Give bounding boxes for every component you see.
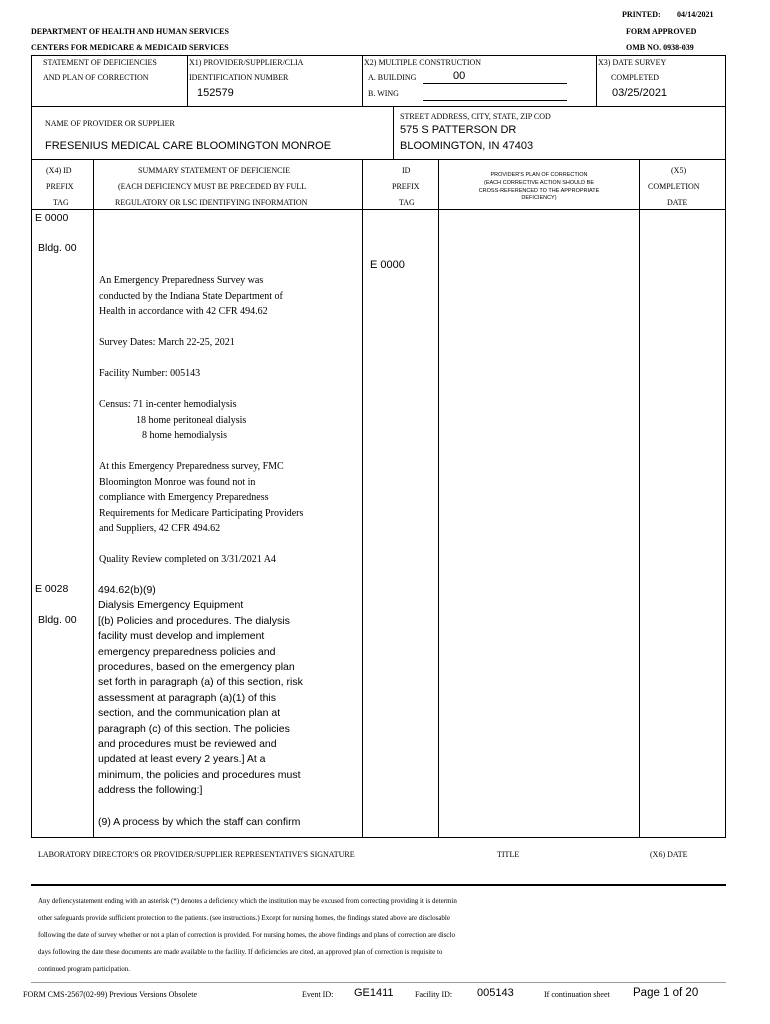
id-header-2: PREFIX (392, 182, 420, 191)
form-number: FORM CMS-2567(02-99) Previous Versions Obsolete (23, 990, 198, 999)
x4-header-1: (X4) ID (46, 166, 72, 175)
title-label: TITLE (497, 850, 520, 859)
x3-label-1: X3) DATE SURVEY (598, 58, 667, 67)
x5-header-3: DATE (667, 198, 688, 207)
plan-header-3: CROSS-REFERENCED TO THE APPROPRIATE (478, 188, 600, 194)
compliance-statement: At this Emergency Preparedness survey, FMC Bloomington Monroe was found not in compliance with Emergency Preparedness Requirements for Medicare Participating Providers and Suppliers, 42 CFR 494.62 (99, 461, 304, 534)
summary-header-2: (EACH DEFICIENCY MUST BE PRECEDED BY FULL (118, 182, 307, 191)
address-line-1: 575 S PATTERSON DR (400, 124, 517, 136)
survey-intro: An Emergency Preparedness Survey was conducted by the Indiana State Department of Health in accordance with 42 CFR 494.62 (99, 275, 283, 317)
deficiency-tag: E 0000 (35, 212, 69, 224)
building-tag: Bldg. 00 (38, 614, 77, 626)
building-value: 00 (453, 70, 466, 82)
summary-header-3: REGULATORY OR LSC IDENTIFYING INFORMATION (115, 198, 308, 207)
census: Census: 71 in-center hemodialysis 18 home peritoneal dialysis 8 home hemodialysis (99, 399, 247, 441)
provider-id-number: 152579 (197, 87, 234, 99)
deficiency-tag: E 0028 (35, 583, 69, 595)
building-label: A. BUILDING (368, 73, 417, 82)
id-header-3: TAG (399, 198, 415, 207)
regulation-item-9: (9) A process by which the staff can confirm (98, 816, 301, 828)
plan-header-4: DEFICIENCY) (521, 195, 557, 201)
regulation-text: 494.62(b)(9) Dialysis Emergency Equipment [(b) Policies and procedures. The dialysis facility must develop and implement emergency preparedness policies and procedures, based on the emergency plan set forth in paragraph (a) of this section, risk assessment at paragraph (a)(1) of this section, and the communication plan at paragraph (c) of this section. The policies and procedures must be reviewed and updated at least every 2 years.] At a minimum, the policies and procedures must address the following:] (98, 584, 303, 797)
x5-header-2: COMPLETION (648, 182, 700, 191)
plan-header-2: (EACH CORRECTIVE ACTION SHOULD BE (483, 180, 595, 186)
printed-date: 04/14/2021 (677, 10, 714, 19)
address-line-2: BLOOMINGTON, IN 47403 (400, 140, 534, 152)
printed-label: PRINTED: (622, 10, 661, 19)
form-approved: FORM APPROVED (626, 27, 697, 36)
summary-header-1: SUMMARY STATEMENT OF DEFICIENCIE (138, 166, 291, 175)
facility-id-label: Facility ID: (415, 990, 453, 999)
address-label: STREET ADDRESS, CITY, STATE, ZIP COD (400, 112, 551, 121)
plan-header-1: PROVIDER'S PLAN OF CORRECTION (490, 172, 588, 178)
facility-number: Facility Number: 005143 (99, 368, 201, 379)
plan-tag: E 0000 (370, 259, 405, 271)
statement-label-1: STATEMENT OF DEFICIENCIES (43, 58, 157, 67)
x1-label-1: X1) PROVIDER/SUPPLIER/CLIA (189, 58, 304, 67)
x3-label-2: COMPLETED (611, 73, 659, 82)
wing-label: B. WING (368, 89, 399, 98)
event-id-label: Event ID: (302, 990, 334, 999)
omb-number: OMB NO. 0938-039 (626, 43, 694, 52)
statement-label-2: AND PLAN OF CORRECTION (43, 73, 149, 82)
continuation-label: If continuation sheet (544, 990, 610, 999)
signature-label: LABORATORY DIRECTOR'S OR PROVIDER/SUPPLIER REPRESENTATIVE'S SIGNATURE (38, 850, 355, 859)
provider-name-label: NAME OF PROVIDER OR SUPPLIER (45, 119, 175, 128)
x2-label-1: X2) MULTIPLE CONSTRUCTION (364, 58, 482, 67)
department-title: DEPARTMENT OF HEALTH AND HUMAN SERVICES (31, 27, 229, 36)
x1-label-2: IDENTIFICATION NUMBER (189, 73, 289, 82)
x4-header-3: TAG (53, 198, 69, 207)
facility-id: 005143 (477, 987, 514, 999)
x4-header-2: PREFIX (46, 182, 74, 191)
survey-date: 03/25/2021 (612, 87, 668, 99)
survey-dates: Survey Dates: March 22-25, 2021 (99, 337, 235, 348)
page-number: Page 1 of 20 (633, 987, 699, 999)
building-tag: Bldg. 00 (38, 242, 77, 254)
centers-title: CENTERS FOR MEDICARE & MEDICAID SERVICES (31, 43, 229, 52)
quality-review: Quality Review completed on 3/31/2021 A4 (99, 554, 276, 565)
event-id: GE1411 (354, 987, 394, 999)
id-header-1: ID (402, 166, 411, 175)
provider-name: FRESENIUS MEDICAL CARE BLOOMINGTON MONROE (45, 140, 332, 152)
date-label: (X6) DATE (650, 850, 688, 859)
x5-header-1: (X5) (671, 166, 687, 175)
disclaimer: Any defiencystatement ending with an asterisk (*) denotes a deficiency which the institution may be excused from correcting providing it is determin other safeguards provide sufficient protection to the patients. (see instructions.) Except for nursing homes, the findings stated above are disclosable following the date of survey whether or not a plan of correction is provided. For nursing homes, the above findings and plans of correction are disclo days following the date these documents are made available to the facility. If deficiencies are cited, an approved plan of correction is requisite to continued program participation. (38, 897, 457, 973)
